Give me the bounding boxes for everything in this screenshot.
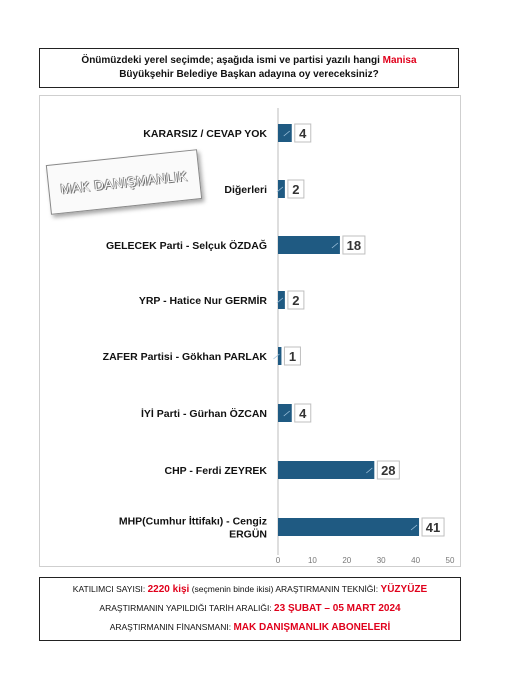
- category-label: KARARSIZ / CEVAP YOK: [143, 128, 267, 140]
- date-value: 23 ŞUBAT – 05 MART 2024: [274, 603, 401, 614]
- x-tick-label: 10: [307, 556, 317, 565]
- bar: [278, 236, 340, 254]
- technique-value: YÜZYÜZE: [380, 584, 428, 595]
- category-label: MHP(Cumhur İttifakı) - Cengiz: [118, 515, 267, 528]
- bar: [278, 347, 281, 365]
- city-name: Manisa: [382, 55, 417, 66]
- x-tick-label: 40: [411, 556, 421, 565]
- survey-info-box: [39, 577, 461, 641]
- x-tick-label: 30: [376, 556, 386, 565]
- bar: [278, 180, 285, 198]
- data-label: 1: [288, 349, 297, 364]
- data-label: 2: [292, 293, 300, 308]
- category-label: İYİ Parti - Gürhan ÖZCAN: [140, 408, 267, 420]
- question-line2: Büyükşehir Belediye Başkan adayına oy vereceksiniz?: [119, 69, 379, 80]
- footer-row-funding: ARAŞTIRMANIN FİNANSMANI: MAK DANIŞMANLIK ABONELERİ: [109, 622, 391, 633]
- x-tick-label: 50: [445, 556, 455, 565]
- category-label: CHP - Ferdi ZEYREK: [164, 465, 267, 477]
- bar: [278, 404, 292, 422]
- data-label: 4: [299, 406, 307, 421]
- question-line1: Önümüzdeki yerel seçimde; aşağıda ismi ve partisi yazılı hangi Manisa: [81, 55, 417, 66]
- footer-row-participants: KATILIMCI SAYISI: 2220 kişi (seçmenin binde ikisi) ARAŞTIRMANIN TEKNİĞİ: YÜZYÜZE: [72, 584, 428, 595]
- category-label: ERGÜN: [229, 528, 267, 541]
- bar: [278, 291, 285, 309]
- data-label: 4: [299, 126, 307, 141]
- category-label: Diğerleri: [224, 184, 267, 196]
- funding-value: MAK DANIŞMANLIK ABONELERİ: [233, 622, 391, 633]
- category-label: ZAFER Partisi - Gökhan PARLAK: [102, 351, 267, 363]
- bar: [278, 461, 374, 479]
- data-label: 41: [425, 520, 441, 535]
- category-label: GELECEK Parti - Selçuk ÖZDAĞ: [105, 240, 267, 252]
- bar: [278, 124, 292, 142]
- footer-row-date: ARAŞTIRMANIN YAPILDIĞI TARİH ARALIĞI: 23 ŞUBAT – 05 MART 2024: [99, 603, 401, 614]
- x-tick-label: 20: [342, 556, 352, 565]
- data-label: 28: [381, 463, 396, 478]
- data-label: 18: [346, 238, 362, 253]
- participants-value: 2220 kişi: [147, 584, 190, 595]
- bar: [278, 518, 419, 536]
- x-tick-label: 0: [275, 556, 281, 565]
- data-label: 2: [292, 182, 300, 197]
- stamp-text: MAK DANIŞMANLIK: [59, 167, 189, 197]
- category-label: YRP - Hatice Nur GERMİR: [138, 295, 267, 307]
